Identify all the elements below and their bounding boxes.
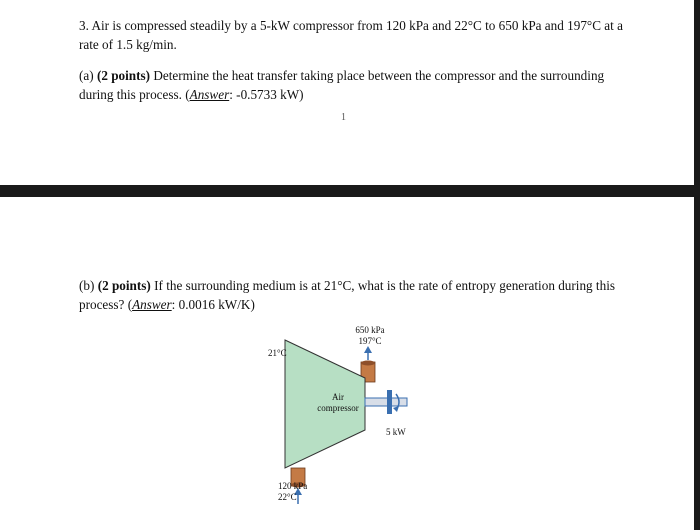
shaft (365, 398, 407, 406)
inlet-pressure: 120 kPa (278, 481, 308, 491)
rotation-arrowhead (393, 406, 399, 412)
power-input: 5 kW (386, 427, 406, 437)
part-a: (a) (2 points) Determine the heat transfer taking place between the compressor and the surrounding during this process. (Answer: -0.5733 kW) (79, 68, 605, 102)
part-b-text: If the surrounding medium is at 21°C, what is the rate of entropy generation during this process? (79, 278, 615, 312)
part-b-label: (b) (79, 278, 95, 293)
page-mark: 1 (341, 112, 346, 123)
page-divider (0, 185, 700, 197)
part-a-label: (a) (79, 68, 94, 83)
part-a-answer-label: Answer (189, 87, 230, 102)
part-a-text: Determine the heat transfer taking place between the compressor and the surrounding during this process. (79, 68, 605, 102)
shaft-coupling (387, 390, 392, 414)
compressor-label-air: Air (332, 392, 344, 402)
part-b-answer-label: Answer (132, 297, 172, 312)
page-upper (0, 0, 700, 185)
inlet-temperature: 22°C (278, 492, 297, 502)
compressor-diagram (240, 318, 440, 518)
outlet-pipe-end (361, 361, 375, 366)
part-a-answer-value: -0.5733 kW (236, 87, 300, 102)
outlet-arrowhead (364, 346, 372, 353)
problem-number: 3 (79, 18, 86, 33)
side-rule (694, 0, 700, 530)
problem-text: Air is compressed steadily by a 5-kW compressor from 120 kPa and 22°C to 650 kPa and 197°C at a rate of 1.5 kg/min. (79, 18, 623, 52)
problem-statement: 3. Air is compressed steadily by a 5-kW compressor from 120 kPa and 22°C to 650 kPa and 197°C at a rate of 1.5 kg/min. (79, 18, 623, 52)
part-a-points: (2 points) (96, 68, 151, 83)
surroundings-temperature: 21°C (268, 348, 287, 358)
part-b-points: (2 points) (97, 278, 151, 293)
part-b: (b) (2 points) If the surrounding medium is at 21°C, what is the rate of entropy generation during this process? (Answer: 0.0016 kW/K) (79, 278, 615, 312)
part-b-answer-value: 0.0016 kW/K (178, 297, 251, 312)
outlet-temperature: 197°C (358, 336, 382, 346)
compressor-label-compressor: compressor (317, 403, 359, 413)
outlet-pressure: 650 kPa (355, 325, 385, 335)
